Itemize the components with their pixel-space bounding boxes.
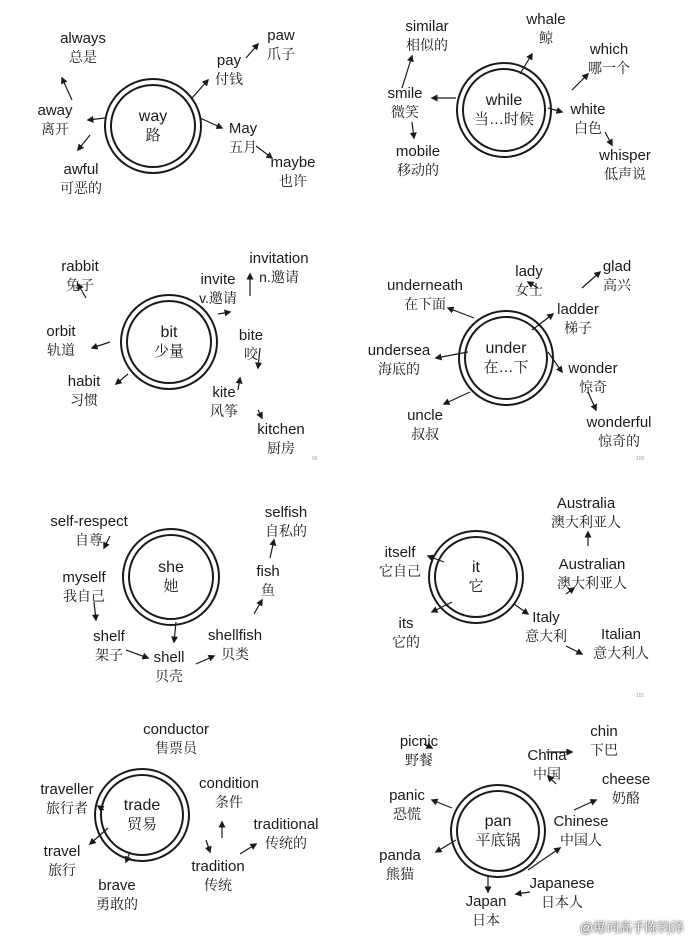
word-uncle	[407, 406, 443, 444]
word-en: kite	[212, 384, 236, 401]
word-en: self-respect	[50, 513, 128, 530]
center-word: she	[158, 559, 184, 576]
word-en: wonder	[568, 360, 618, 377]
word-zh: 梯子	[563, 320, 592, 336]
word-italian	[593, 625, 649, 663]
word-zh: 意大利人	[593, 645, 649, 661]
word-en: whisper	[599, 147, 651, 164]
word-en: China	[527, 747, 567, 764]
word-zh: 离开	[41, 121, 69, 137]
word-en: rabbit	[61, 258, 99, 275]
word-similar	[405, 17, 448, 55]
center-inner-ring	[434, 536, 518, 618]
word-zh: 鱼	[261, 582, 275, 598]
word-wonder	[568, 359, 617, 397]
word-zh: 恐慌	[392, 806, 421, 822]
word-zh: 中国人	[559, 832, 602, 848]
word-zh: 咬	[244, 346, 258, 362]
word-self-respect	[50, 512, 128, 550]
word-wonderful	[586, 413, 651, 451]
word-japan	[466, 892, 507, 930]
center-word: trade	[123, 797, 161, 814]
word-en: traditional	[253, 816, 319, 833]
center-circle-way	[104, 78, 202, 174]
word-en: itself	[384, 544, 416, 561]
word-zh: 传统	[204, 877, 232, 893]
word-smile	[387, 84, 422, 122]
word-shell	[154, 648, 185, 686]
word-en: habit	[67, 373, 101, 390]
word-zh: 勇敢的	[96, 896, 138, 912]
word-habit	[68, 372, 101, 410]
center-circle-while	[456, 62, 552, 158]
word-zh: 兔子	[66, 277, 94, 293]
word-en: Italian	[600, 626, 642, 643]
word-zh: n.邀请	[259, 269, 299, 285]
center-circle-pan	[450, 784, 546, 878]
word-cheese	[602, 770, 650, 808]
word-en: Australia	[556, 495, 616, 512]
word-zh: 爪子	[267, 46, 295, 62]
word-ladder	[557, 300, 599, 338]
word-zh: 野餐	[404, 752, 433, 768]
word-en: shelf	[93, 628, 125, 645]
word-en: panda	[379, 847, 421, 864]
word-en: undersea	[367, 342, 431, 359]
center-inner-ring	[464, 316, 548, 400]
word-rabbit	[61, 257, 99, 295]
center-meaning: 路	[145, 127, 161, 144]
word-en: Chinese	[553, 813, 609, 830]
word-zh: 鲸	[538, 30, 553, 46]
word-zh: 厨房	[267, 440, 295, 456]
word-italy	[525, 608, 567, 646]
word-australian	[557, 555, 627, 593]
center-word: it	[472, 559, 480, 576]
center-word: while	[485, 92, 523, 109]
center-meaning: 少量	[153, 343, 184, 360]
word-fish	[256, 562, 279, 600]
word-lady	[515, 262, 543, 300]
word-en: glad	[602, 258, 632, 275]
word-zh: 移动的	[397, 162, 439, 178]
center-meaning: 她	[163, 578, 179, 595]
word-zh: 付钱	[215, 71, 243, 87]
word-en: shell	[153, 649, 185, 666]
word-zh: 总是	[68, 49, 97, 65]
word-en: traveller	[40, 781, 94, 798]
word-en: shellfish	[207, 627, 263, 644]
word-en: uncle	[407, 407, 443, 424]
word-bite	[239, 326, 263, 364]
word-traditional	[253, 815, 318, 853]
center-inner-ring	[456, 790, 540, 872]
word-zh: 奶酪	[612, 790, 640, 806]
word-zh: 熊猫	[386, 866, 414, 882]
center-meaning: 它	[468, 578, 484, 595]
word-en: fish	[256, 563, 280, 580]
center-word: way	[138, 108, 168, 125]
word-en: wonderful	[586, 414, 652, 431]
word-en: awful	[63, 161, 99, 178]
center-word: under	[485, 340, 527, 357]
word-awful	[60, 160, 102, 198]
word-zh: 惊奇	[578, 379, 607, 395]
word-underneath	[387, 276, 463, 314]
word-zh: 它的	[392, 634, 420, 650]
word-itself	[379, 543, 421, 581]
word-en: kitchen	[257, 421, 305, 438]
word-zh: 它自己	[379, 563, 421, 579]
word-en: brave	[98, 877, 136, 894]
word-zh: 白色	[574, 120, 602, 136]
word-en: paw	[267, 27, 295, 44]
word-which	[588, 40, 630, 78]
word-zh: 女士	[515, 282, 543, 298]
word-zh: 日本人	[541, 894, 583, 910]
word-zh: 风筝	[210, 403, 238, 419]
word-zh: 旅行	[48, 862, 76, 878]
word-panic	[389, 786, 425, 824]
word-zh: 自尊	[75, 532, 103, 548]
word-paw	[267, 26, 295, 64]
word-en: orbit	[46, 323, 76, 340]
word-en: whale	[526, 11, 566, 28]
word-en: white	[570, 101, 606, 118]
word-en: which	[589, 41, 629, 58]
word-en: invite	[200, 271, 236, 288]
word-zh: 习惯	[70, 392, 98, 408]
word-its	[392, 614, 420, 652]
page-number: 99	[312, 456, 318, 462]
word-zh: 可恶的	[60, 180, 102, 196]
word-en: bite	[238, 327, 264, 344]
center-circle-trade	[94, 768, 190, 862]
word-zh: 自私的	[265, 523, 307, 539]
word-invitation	[249, 249, 308, 287]
word-zh: 相似的	[406, 37, 448, 53]
word-always	[60, 29, 106, 67]
word-kitchen	[257, 420, 305, 458]
center-meaning: 平底锅	[475, 832, 521, 849]
word-shelf	[93, 627, 125, 665]
word-zh: 条件	[214, 794, 243, 810]
center-inner-ring	[110, 84, 196, 168]
word-undersea	[368, 341, 431, 379]
word-whale	[526, 10, 565, 48]
word-en: tradition	[191, 858, 245, 875]
word-glad	[603, 257, 631, 295]
word-zh: 中国	[532, 766, 561, 782]
word-en: pay	[216, 52, 242, 69]
word-may	[229, 119, 257, 157]
word-en: condition	[198, 775, 260, 792]
word-zh: 下巴	[590, 742, 618, 758]
word-zh: 低声说	[604, 166, 646, 182]
center-inner-ring	[462, 68, 546, 152]
word-away	[37, 101, 72, 139]
word-en: cheese	[601, 771, 651, 788]
word-picnic	[400, 732, 438, 770]
word-en: its	[398, 615, 414, 632]
word-en: similar	[405, 18, 449, 35]
word-en: Japanese	[529, 875, 595, 892]
word-en: away	[37, 102, 73, 119]
word-pay	[215, 51, 243, 89]
word-en: picnic	[399, 733, 439, 750]
word-zh: 我自己	[63, 588, 105, 604]
word-zh: 海底的	[378, 361, 420, 377]
word-zh: v.邀请	[199, 290, 237, 306]
page-number: 100	[636, 456, 645, 462]
word-white	[570, 100, 605, 138]
center-circle-under	[458, 310, 554, 406]
word-en: Japan	[465, 893, 507, 910]
word-zh: 贝壳	[154, 668, 183, 684]
word-zh: 意大利	[525, 628, 567, 644]
word-japanese	[529, 874, 594, 912]
word-chin	[590, 722, 618, 760]
word-zh: 澳大利亚人	[551, 514, 621, 530]
word-maybe	[270, 153, 315, 191]
word-australia	[551, 494, 621, 532]
center-meaning: 贸易	[126, 816, 157, 833]
word-tradition	[191, 857, 244, 895]
word-zh: 传统的	[264, 835, 307, 851]
word-zh: 轨道	[47, 342, 75, 358]
word-traveller	[40, 780, 93, 818]
word-invite	[199, 270, 237, 308]
word-en: underneath	[387, 277, 463, 294]
word-zh: 惊奇的	[597, 433, 640, 449]
word-en: invitation	[249, 250, 309, 267]
word-travel	[44, 842, 81, 880]
word-myself	[62, 568, 105, 606]
word-panda	[379, 846, 421, 884]
word-mobile	[396, 142, 440, 180]
word-en: chin	[590, 723, 618, 740]
word-chinese	[553, 812, 608, 850]
word-zh: 澳大利亚人	[557, 575, 627, 591]
word-en: Italy	[532, 609, 560, 626]
word-conductor	[143, 720, 209, 758]
word-en: May	[228, 120, 258, 137]
page-number: 101	[636, 693, 645, 699]
center-word: bit	[160, 324, 178, 341]
word-zh: 旅行者	[45, 800, 88, 816]
word-en: maybe	[270, 154, 316, 171]
word-en: lady	[515, 263, 543, 280]
center-inner-ring	[128, 534, 214, 620]
word-en: travel	[43, 843, 81, 860]
word-zh: 架子	[95, 647, 123, 663]
center-meaning: 当…时候	[473, 111, 534, 128]
word-zh: 高兴	[602, 277, 631, 293]
center-meaning: 在…下	[483, 359, 529, 376]
word-whisper	[599, 146, 651, 184]
center-word: pan	[484, 813, 512, 830]
word-orbit	[46, 322, 75, 360]
word-en: myself	[62, 569, 106, 586]
word-condition	[199, 774, 259, 812]
center-circle-she	[122, 528, 220, 626]
center-inner-ring	[100, 774, 184, 856]
word-zh: 在下面	[404, 296, 446, 312]
word-zh: 哪一个	[588, 60, 630, 76]
word-en: smile	[387, 85, 423, 102]
center-circle-it	[428, 530, 524, 624]
word-zh: 五月	[229, 139, 257, 155]
word-en: panic	[389, 787, 425, 804]
word-zh: 叔叔	[410, 426, 439, 442]
word-en: always	[60, 30, 106, 47]
word-en: selfish	[264, 504, 308, 521]
word-zh: 也许	[279, 173, 307, 189]
word-en: conductor	[143, 721, 209, 738]
word-kite	[210, 383, 238, 421]
word-selfish	[265, 503, 308, 541]
word-zh: 日本	[472, 912, 500, 928]
word-en: mobile	[395, 143, 441, 160]
word-china	[527, 746, 566, 784]
center-circle-bit	[120, 294, 218, 390]
watermark: @爆词高手陈钧泽	[579, 920, 684, 935]
word-en: ladder	[557, 301, 599, 318]
word-zh: 微笑	[390, 104, 419, 120]
word-zh: 售票员	[155, 740, 197, 756]
center-inner-ring	[126, 300, 212, 384]
word-zh: 贝类	[220, 646, 249, 662]
word-shellfish	[208, 626, 262, 664]
word-brave	[96, 876, 138, 914]
word-en: Australian	[558, 556, 626, 573]
